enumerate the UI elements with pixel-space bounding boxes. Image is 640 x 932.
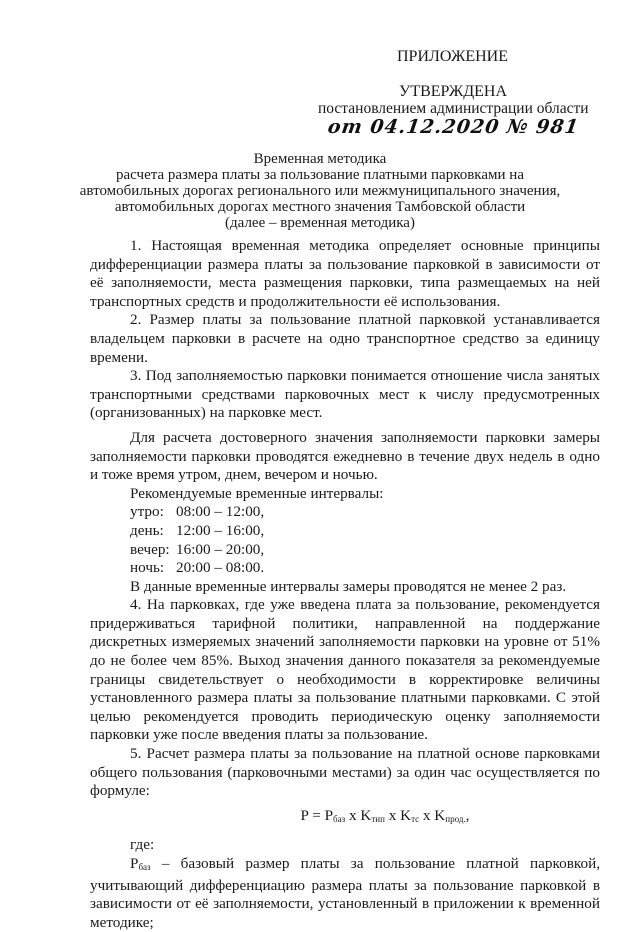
paragraph-5: В данные временные интервалы замеры проводятся не менее 2 раз. xyxy=(130,577,567,595)
appendix-label: ПРИЛОЖЕНИЕ xyxy=(397,48,509,65)
handwritten-date-number: от 04.12.2020 № 981 xyxy=(326,116,581,138)
interval-row xyxy=(130,541,600,560)
title-line: (далее – временная методика) xyxy=(225,215,415,231)
paragraph-1: 1. Настоящая временная методика определяет основные принципы дифференциации размера платы за пользование парковкой в зависимости от её заполняемости, места размещения парковки, типа размещаемых на ней транспортных средств и продолжительности её использования. xyxy=(90,237,600,310)
title-line: Временная методика xyxy=(253,151,387,167)
interval-label: вечер: xyxy=(130,540,170,558)
interval-range: 16:00 – 20:00, xyxy=(176,540,265,558)
interval-row xyxy=(130,503,600,522)
interval-label: утро: xyxy=(130,503,164,521)
paragraph-6: 4. На парковках, где уже введена плата за пользование, рекомендуется придерживаться тарифной политики, направленной на поддержание дискретных измеряемых значений заполняемости парковки на уровне от 51% до не более чем 85%. Выход значения данного показателя за рекомендуемые границы свидетельствует о необходимости в корректировке величины установленного размера платы за пользование платными парковками. С этой целью рекомендуется проводить периодическую оценку заполняемости парковки уже после введения платы за пользование. xyxy=(90,596,600,744)
intervals-list xyxy=(90,503,600,577)
title-line: расчета размера платы за пользование платными парковками на xyxy=(116,167,524,183)
interval-range: 12:00 – 16:00, xyxy=(176,521,265,539)
resolution-label: постановлением администрации области xyxy=(318,100,589,117)
payment-formula: $P = P_{баз}$ x $K_{тип}$ x $K_{тс}$ x $K_{прод.}$, xyxy=(300,806,470,824)
paragraph-3: 3. Под заполняемостью парковки понимается отношение числа занятых транспортными средствами парковочных мест к числу предусмотренных (организованных) на парковке мест. xyxy=(90,367,600,422)
definition-text: – базовый размер платы за пользование платной парковкой, учитывающий дифференциацию размера платы за пользование парковкой в зависимости от её заполняемости, установленный в приложении к временной методике; xyxy=(90,855,600,931)
where-label: где: xyxy=(130,836,155,854)
paragraph-4: Для расчета достоверного значения заполняемости парковки замеры заполняемости парковки проводятся ежедневно в течение двух недель в одно и тоже время утром, днем, вечером и ночью. xyxy=(90,428,600,484)
approved-label: УТВЕРЖДЕНА xyxy=(399,83,508,100)
interval-row xyxy=(130,559,600,578)
interval-row xyxy=(130,522,600,541)
definition-symbol-sub: баз xyxy=(138,862,151,872)
interval-label: ночь: xyxy=(130,559,165,577)
interval-label: день: xyxy=(130,521,164,539)
paragraph-2: 2. Размер платы за пользование платной парковкой устанавливается владельцем парковки в расчете на одно транспортное средство за единицу времени. xyxy=(90,311,600,366)
intervals-heading: Рекомендуемые временные интервалы: xyxy=(130,484,384,502)
title-line: автомобильных дорогах местного значения Тамбовской области xyxy=(114,199,526,215)
paragraph-7: 5. Расчет размера платы за пользование на платной основе парковками общего пользования (парковочными местами) за один час осуществляется по формуле: xyxy=(90,745,600,800)
title-line: автомобильных дорогах регионального или межмуниципального значения, xyxy=(79,183,561,199)
definition-base-rate xyxy=(90,855,600,932)
interval-range: 08:00 – 12:00, xyxy=(176,503,265,521)
interval-range: 20:00 – 08:00. xyxy=(176,559,265,577)
document-title xyxy=(60,151,580,231)
definition-symbol: P xyxy=(130,855,139,872)
document-body xyxy=(90,237,600,932)
